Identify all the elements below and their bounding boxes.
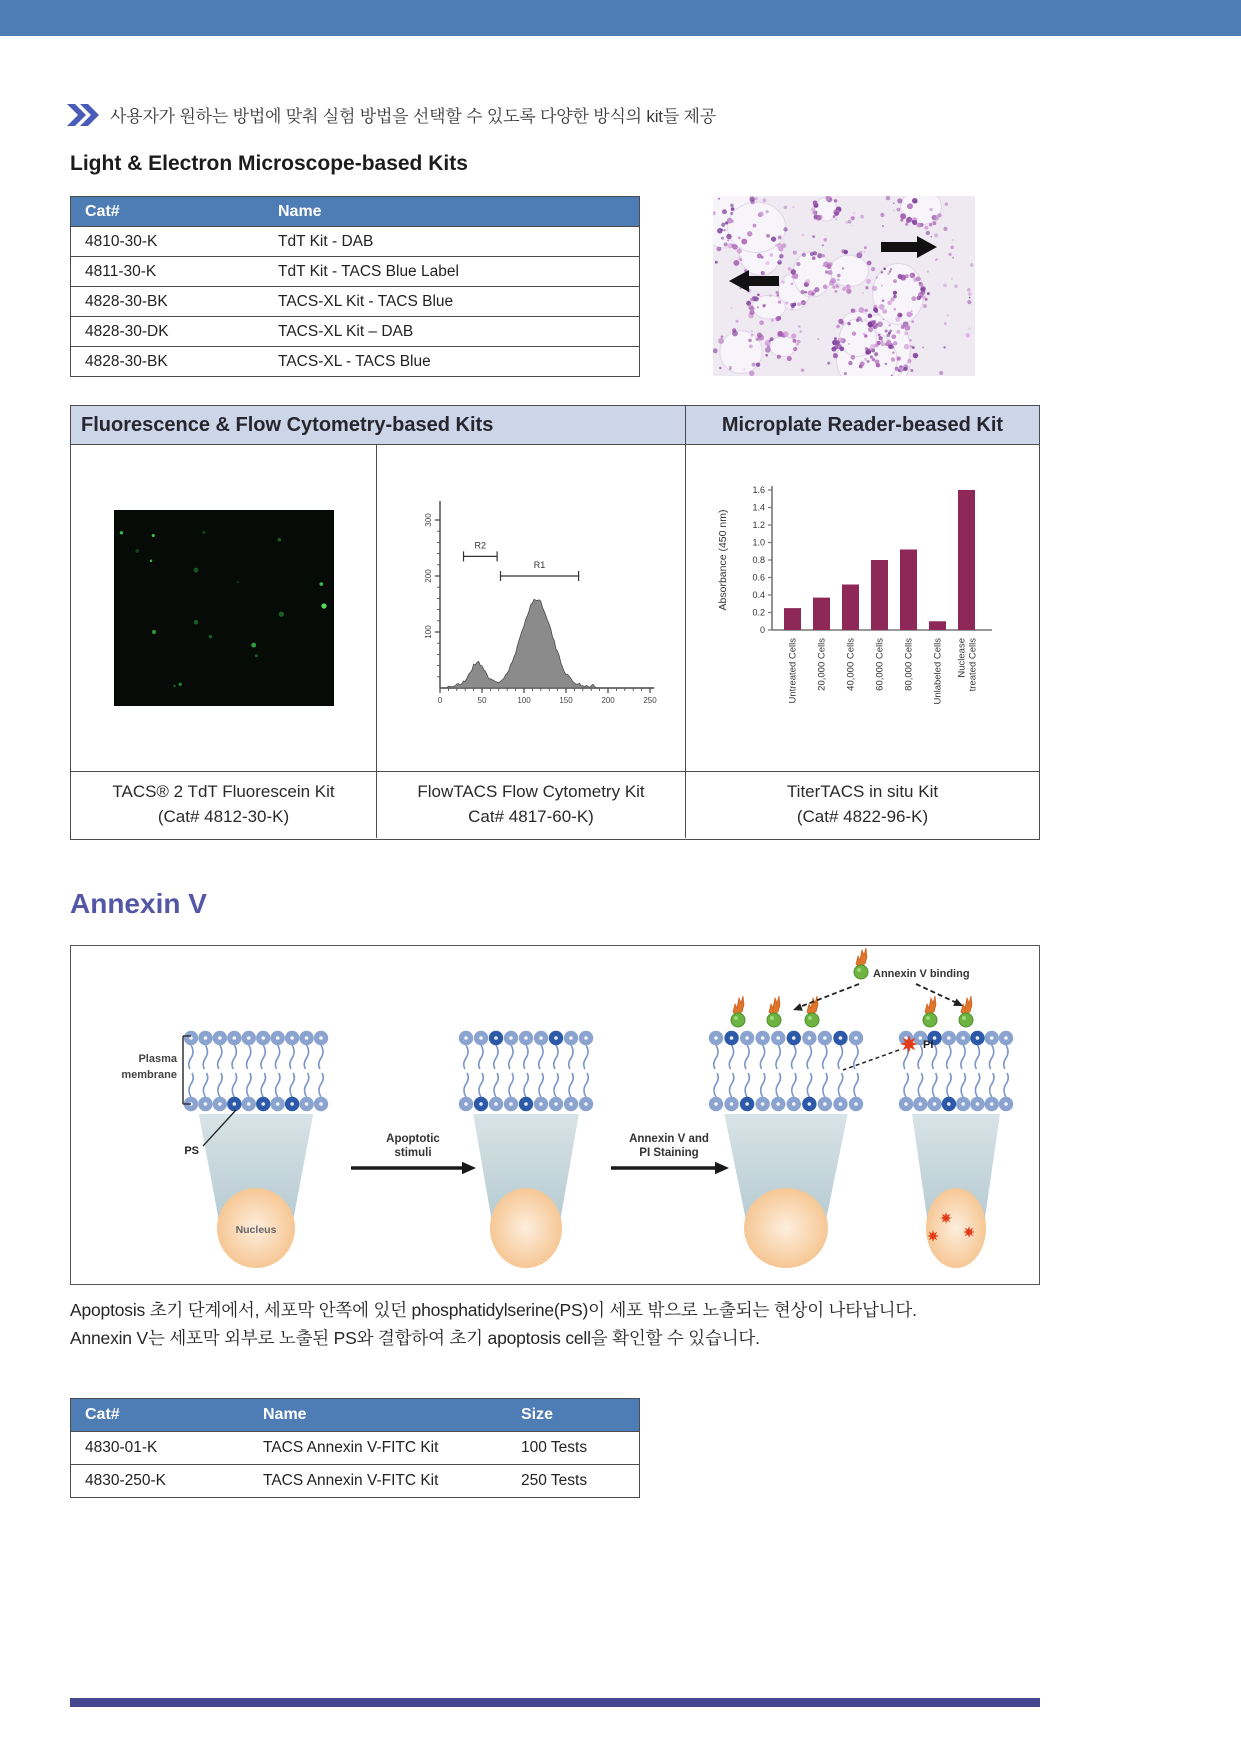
svg-text:60,000 Cells: 60,000 Cells xyxy=(874,638,885,691)
svg-text:Nuclease: Nuclease xyxy=(956,638,967,678)
svg-text:1.2: 1.2 xyxy=(751,520,765,530)
fluorescein-caption-line2: (Cat# 4812-30-K) xyxy=(157,807,290,826)
svg-text:0.8: 0.8 xyxy=(751,555,765,565)
svg-text:Absorbance (450 nm): Absorbance (450 nm) xyxy=(716,509,729,611)
svg-text:100: 100 xyxy=(424,625,433,639)
fluorescein-caption xyxy=(71,772,377,838)
intro-note-text: 사용자가 원하는 방법에 맞춰 실험 방법을 선택할 수 있도록 다양한 방식의 kit들 제공 xyxy=(110,107,717,126)
svg-text:treated Cells: treated Cells xyxy=(967,638,978,692)
kits-panel-captions xyxy=(71,772,1039,838)
svg-text:R2: R2 xyxy=(474,540,487,551)
svg-text:0.6: 0.6 xyxy=(751,572,765,583)
flow-histogram xyxy=(400,483,662,733)
svg-text:20,000 Cells: 20,000 Cells xyxy=(816,638,827,691)
microplate-header-cell xyxy=(686,406,1039,444)
bar xyxy=(813,598,830,630)
svg-text:Annexin V binding: Annexin V binding xyxy=(873,968,970,980)
column-header: Name xyxy=(278,202,322,220)
annexin-description-line2: Annexin V는 세포막 외부로 노출된 PS와 결합하여 초기 apoptosis cell을 확인할 수 있습니다. xyxy=(70,1328,760,1348)
cell-diagram xyxy=(459,1031,593,1268)
titertacs-caption xyxy=(686,772,1039,838)
kits-panel xyxy=(70,405,1040,840)
table-cell: TACS Annexin V-FITC Kit xyxy=(249,1432,507,1465)
svg-text:250: 250 xyxy=(643,696,657,705)
table-header-row xyxy=(71,197,640,227)
table-cell: TACS Annexin V-FITC Kit xyxy=(249,1465,507,1498)
kits-panel-body xyxy=(71,445,1039,772)
svg-text:1.6: 1.6 xyxy=(751,485,765,495)
annexin-v-marker-icon xyxy=(807,996,818,1014)
svg-text:300: 300 xyxy=(424,513,433,527)
pi-marker-icon xyxy=(963,1226,975,1238)
table-row xyxy=(71,317,640,347)
top-banner xyxy=(0,0,1241,36)
fluorescein-caption-line1: TACS® 2 TdT Fluorescein Kit xyxy=(112,782,335,802)
flowtacs-caption xyxy=(377,772,686,838)
table-cell: 250 Tests xyxy=(507,1465,640,1498)
svg-text:0.2: 0.2 xyxy=(751,607,765,618)
annexin-section-title: Annexin V xyxy=(70,888,207,919)
annexin-diagram xyxy=(70,945,1040,1285)
column-header: Cat# xyxy=(85,1406,120,1423)
svg-text:150: 150 xyxy=(559,696,573,705)
table-cell: 4828-30-BK xyxy=(71,347,265,377)
intro-note xyxy=(66,102,716,127)
table-row xyxy=(71,287,640,317)
table-header-row xyxy=(71,1399,640,1432)
annexin-v-marker-icon xyxy=(925,996,936,1014)
bar xyxy=(958,490,975,630)
annexin-v-marker-icon xyxy=(733,996,744,1014)
bar xyxy=(784,608,801,630)
annexin-scatter-plot xyxy=(715,1385,995,1650)
absorbance-bar-chart xyxy=(708,472,1018,744)
svg-text:1.4: 1.4 xyxy=(751,502,765,513)
column-header: Cat# xyxy=(85,202,120,220)
svg-text:R1: R1 xyxy=(533,560,546,570)
svg-text:50: 50 xyxy=(477,696,487,705)
table-row xyxy=(71,1465,640,1498)
fluorescein-image xyxy=(114,510,334,706)
histology-image xyxy=(713,196,975,376)
pi-marker-icon xyxy=(927,1230,939,1242)
cell-diagram xyxy=(899,996,1013,1268)
table-cell: 4810-30-K xyxy=(71,227,265,257)
svg-text:Apoptotic: Apoptotic xyxy=(386,1133,440,1145)
table-cell: TACS-XL Kit – DAB xyxy=(264,317,640,347)
annexin-v-marker-icon xyxy=(961,996,972,1014)
microscope-kits-table xyxy=(70,196,640,377)
fluorescence-header-cell xyxy=(71,406,686,444)
bar xyxy=(842,585,859,631)
table-cell: TACS-XL - TACS Blue xyxy=(264,347,640,377)
svg-text:Annexin V and: Annexin V and xyxy=(629,1133,709,1145)
bottom-divider xyxy=(70,1698,1040,1707)
svg-text:80,000 Cells: 80,000 Cells xyxy=(903,638,914,691)
kits-panel-header xyxy=(71,406,1039,445)
table-row xyxy=(71,257,640,287)
svg-text:1.0: 1.0 xyxy=(751,537,765,548)
pi-marker-icon xyxy=(940,1212,952,1224)
svg-text:PI Staining: PI Staining xyxy=(639,1147,699,1159)
section1-title: Light & Electron Microscope-based Kits xyxy=(70,152,468,175)
titertacs-caption-line1: TiterTACS in situ Kit xyxy=(786,782,939,802)
table-cell: 4830-01-K xyxy=(71,1432,250,1465)
bar-chart-cell xyxy=(686,445,1039,771)
bar xyxy=(929,621,946,630)
column-header: Name xyxy=(263,1406,307,1423)
flow-histogram-cell xyxy=(377,445,686,771)
flowtacs-caption-line1: FlowTACS Flow Cytometry Kit xyxy=(417,782,645,802)
table-row xyxy=(71,1432,640,1465)
table-cell: TACS-XL Kit - TACS Blue xyxy=(264,287,640,317)
table-cell: 4828-30-DK xyxy=(71,317,265,347)
bar xyxy=(900,550,917,631)
flowtacs-caption-line2: Cat# 4817-60-K) xyxy=(468,807,594,826)
svg-text:0.4: 0.4 xyxy=(751,590,765,600)
table-row xyxy=(71,227,640,257)
annexin-kits-table xyxy=(70,1398,640,1498)
svg-text:PS: PS xyxy=(184,1145,199,1157)
bar xyxy=(871,560,888,630)
svg-text:stimuli: stimuli xyxy=(394,1147,432,1159)
table-cell: 4811-30-K xyxy=(71,257,265,287)
annexin-v-marker-icon xyxy=(769,996,780,1014)
svg-text:Nucleus: Nucleus xyxy=(235,1224,277,1236)
pi-marker-icon xyxy=(900,1035,918,1053)
table-cell: TdT Kit - TACS Blue Label xyxy=(264,257,640,287)
annexin-v-marker-icon xyxy=(856,948,867,966)
double-chevron-icon xyxy=(66,103,100,127)
annexin-description xyxy=(70,1296,1180,1352)
fluorescence-header-text: Fluorescence & Flow Cytometry-based Kits xyxy=(81,413,494,436)
svg-text:200: 200 xyxy=(424,569,433,583)
svg-text:Plasma: Plasma xyxy=(138,1053,177,1065)
titertacs-caption-line2: (Cat# 4822-96-K) xyxy=(796,807,929,826)
table-cell: 100 Tests xyxy=(507,1432,640,1465)
table-cell: TdT Kit - DAB xyxy=(264,227,640,257)
fluorescein-image-cell xyxy=(71,445,377,771)
svg-text:0: 0 xyxy=(759,625,765,635)
svg-text:200: 200 xyxy=(601,696,615,705)
svg-text:membrane: membrane xyxy=(121,1069,177,1081)
svg-text:Untreated Cells: Untreated Cells xyxy=(787,638,798,704)
annexin-description-line1: Apoptosis 초기 단계에서, 세포막 안쪽에 있던 phosphatidylserine(PS)이 세포 밖으로 노출되는 현상이 나타납니다. xyxy=(70,1300,917,1320)
svg-text:100: 100 xyxy=(517,696,531,705)
microplate-header-text: Microplate Reader-beased Kit xyxy=(721,413,1004,436)
svg-text:0: 0 xyxy=(437,696,443,705)
table-cell: 4828-30-BK xyxy=(71,287,265,317)
column-header: Size xyxy=(521,1406,554,1423)
table-row xyxy=(71,347,640,377)
table-cell: 4830-250-K xyxy=(71,1465,250,1498)
cell-diagram xyxy=(709,996,863,1268)
svg-text:40,000 Cells: 40,000 Cells xyxy=(845,638,856,691)
svg-text:PI: PI xyxy=(923,1039,934,1051)
svg-text:Unlabeled Cells: Unlabeled Cells xyxy=(932,638,943,705)
